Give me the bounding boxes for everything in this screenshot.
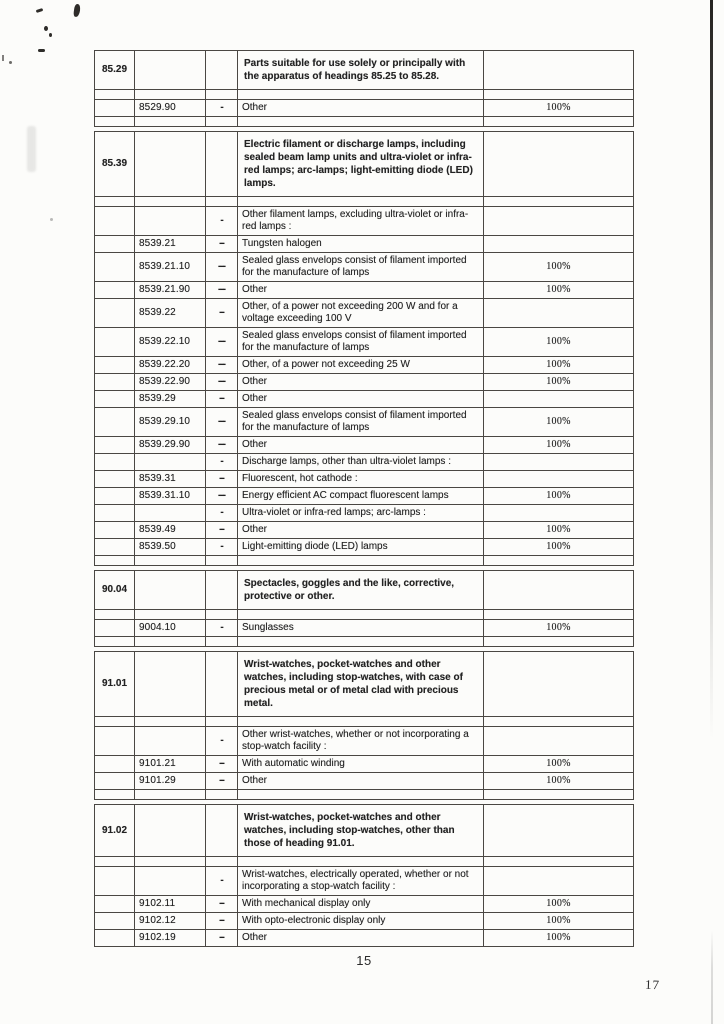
table-row bbox=[95, 236, 634, 253]
description-cell: Other bbox=[238, 374, 484, 391]
table-row bbox=[95, 454, 634, 471]
description-cell: Parts suitable for use solely or principally with the apparatus of headings 85.25 to 85.28. bbox=[238, 51, 484, 90]
duty-rate-cell bbox=[484, 207, 634, 236]
hs-code-cell: 8539.50 bbox=[135, 539, 206, 556]
duty-rate-cell: 100% bbox=[484, 539, 634, 556]
dash-indicator-cell: --- bbox=[206, 374, 238, 391]
hs-code-cell: 9101.21 bbox=[135, 756, 206, 773]
description-cell bbox=[238, 790, 484, 800]
duty-rate-cell bbox=[484, 652, 634, 717]
scan-edge-artifact-bottom bbox=[711, 930, 713, 1024]
hs-code-cell: 8539.29 bbox=[135, 391, 206, 408]
dash-indicator-cell: - bbox=[206, 100, 238, 117]
table-row bbox=[95, 374, 634, 391]
description-cell bbox=[238, 637, 484, 647]
duty-rate-cell: 100% bbox=[484, 488, 634, 505]
heading-number-cell bbox=[95, 867, 135, 896]
dash-indicator-cell bbox=[206, 197, 238, 207]
duty-rate-cell: 100% bbox=[484, 522, 634, 539]
ink-speck bbox=[73, 4, 81, 18]
ink-speck bbox=[44, 26, 48, 31]
description-cell: Sunglasses bbox=[238, 620, 484, 637]
heading-number-cell bbox=[95, 357, 135, 374]
corner-page-mark: 17 bbox=[644, 976, 661, 993]
duty-rate-cell bbox=[484, 236, 634, 253]
hs-code-cell bbox=[135, 857, 206, 867]
duty-rate-cell bbox=[484, 857, 634, 867]
separator-row bbox=[95, 637, 634, 647]
description-cell: With automatic winding bbox=[238, 756, 484, 773]
duty-rate-cell bbox=[484, 197, 634, 207]
hs-code-cell: 8539.21 bbox=[135, 236, 206, 253]
duty-rate-cell bbox=[484, 471, 634, 488]
dash-indicator-cell: -- bbox=[206, 896, 238, 913]
separator-row bbox=[95, 717, 634, 727]
duty-rate-cell: 100% bbox=[484, 913, 634, 930]
heading-number-cell bbox=[95, 454, 135, 471]
duty-rate-cell bbox=[484, 117, 634, 127]
duty-rate-cell: 100% bbox=[484, 282, 634, 299]
heading-number-cell bbox=[95, 539, 135, 556]
table-row bbox=[95, 539, 634, 556]
separator-row bbox=[95, 790, 634, 800]
description-cell: Electric filament or discharge lamps, including sealed beam lamp units and ultra-violet or infra-red lamps; arc-lamps; light-emitting diode (LED) lamps. bbox=[238, 132, 484, 197]
table-row bbox=[95, 896, 634, 913]
duty-rate-cell bbox=[484, 610, 634, 620]
heading-number-cell bbox=[95, 488, 135, 505]
dash-indicator-cell bbox=[206, 637, 238, 647]
description-cell: Other, of a power not exceeding 200 W and for a voltage exceeding 100 V bbox=[238, 299, 484, 328]
duty-rate-cell bbox=[484, 51, 634, 90]
heading-row bbox=[95, 51, 634, 90]
heading-number-cell bbox=[95, 773, 135, 790]
description-cell: Spectacles, goggles and the like, corrective, protective or other. bbox=[238, 571, 484, 610]
ink-speck bbox=[9, 61, 12, 64]
dash-indicator-cell: -- bbox=[206, 236, 238, 253]
description-cell: Fluorescent, hot cathode : bbox=[238, 471, 484, 488]
dash-indicator-cell bbox=[206, 571, 238, 610]
ink-speck bbox=[36, 8, 44, 13]
duty-rate-cell: 100% bbox=[484, 357, 634, 374]
hs-code-cell: 8529.90 bbox=[135, 100, 206, 117]
description-cell: Other bbox=[238, 522, 484, 539]
duty-rate-cell: 100% bbox=[484, 773, 634, 790]
dash-indicator-cell bbox=[206, 117, 238, 127]
table-row bbox=[95, 357, 634, 374]
heading-number-cell bbox=[95, 437, 135, 454]
ink-speck bbox=[49, 33, 52, 37]
heading-number-cell bbox=[95, 236, 135, 253]
hs-code-cell: 8539.22.90 bbox=[135, 374, 206, 391]
heading-number-cell: 85.39 bbox=[95, 132, 135, 197]
hs-code-cell bbox=[135, 132, 206, 197]
description-cell: Energy efficient AC compact fluorescent lamps bbox=[238, 488, 484, 505]
description-cell bbox=[238, 717, 484, 727]
duty-rate-cell bbox=[484, 391, 634, 408]
heading-number-cell bbox=[95, 117, 135, 127]
table-row bbox=[95, 913, 634, 930]
dash-indicator-cell bbox=[206, 652, 238, 717]
hs-code-cell bbox=[135, 610, 206, 620]
dash-indicator-cell: -- bbox=[206, 471, 238, 488]
hs-code-cell bbox=[135, 505, 206, 522]
heading-number-cell bbox=[95, 90, 135, 100]
heading-number-cell bbox=[95, 930, 135, 947]
description-cell bbox=[238, 610, 484, 620]
description-cell: Discharge lamps, other than ultra-violet lamps : bbox=[238, 454, 484, 471]
hs-code-cell bbox=[135, 197, 206, 207]
heading-number-cell bbox=[95, 717, 135, 727]
description-cell: Other, of a power not exceeding 25 W bbox=[238, 357, 484, 374]
dash-indicator-cell: --- bbox=[206, 357, 238, 374]
table-row bbox=[95, 522, 634, 539]
dash-indicator-cell: --- bbox=[206, 437, 238, 454]
heading-number-cell bbox=[95, 207, 135, 236]
hs-code-cell bbox=[135, 717, 206, 727]
hs-code-cell bbox=[135, 556, 206, 566]
heading-number-cell bbox=[95, 556, 135, 566]
dash-indicator-cell: - bbox=[206, 505, 238, 522]
dash-indicator-cell bbox=[206, 805, 238, 857]
table-row bbox=[95, 408, 634, 437]
hs-code-cell: 8539.22.10 bbox=[135, 328, 206, 357]
description-cell: Other wrist-watches, whether or not incorporating a stop-watch facility : bbox=[238, 727, 484, 756]
hs-code-cell: 8539.29.90 bbox=[135, 437, 206, 454]
heading-number-cell bbox=[95, 790, 135, 800]
dash-indicator-cell bbox=[206, 717, 238, 727]
heading-number-cell bbox=[95, 620, 135, 637]
dash-indicator-cell: - bbox=[206, 454, 238, 471]
table-row bbox=[95, 437, 634, 454]
heading-number-cell bbox=[95, 408, 135, 437]
duty-rate-cell: 100% bbox=[484, 930, 634, 947]
heading-row bbox=[95, 805, 634, 857]
heading-row bbox=[95, 652, 634, 717]
heading-number-cell bbox=[95, 505, 135, 522]
duty-rate-cell: 100% bbox=[484, 896, 634, 913]
dash-indicator-cell: -- bbox=[206, 522, 238, 539]
description-cell bbox=[238, 117, 484, 127]
heading-number-cell: 85.29 bbox=[95, 51, 135, 90]
heading-number-cell bbox=[95, 756, 135, 773]
description-cell: Other bbox=[238, 282, 484, 299]
table-row bbox=[95, 756, 634, 773]
tariff-table-section bbox=[94, 131, 634, 566]
dash-indicator-cell bbox=[206, 556, 238, 566]
heading-number-cell bbox=[95, 328, 135, 357]
hs-code-cell: 9102.11 bbox=[135, 896, 206, 913]
dash-indicator-cell bbox=[206, 90, 238, 100]
dash-indicator-cell: -- bbox=[206, 913, 238, 930]
description-cell: Ultra-violet or infra-red lamps; arc-lamps : bbox=[238, 505, 484, 522]
heading-number-cell bbox=[95, 374, 135, 391]
duty-rate-cell bbox=[484, 717, 634, 727]
hs-code-cell bbox=[135, 790, 206, 800]
dash-indicator-cell: -- bbox=[206, 391, 238, 408]
hs-code-cell: 8539.31.10 bbox=[135, 488, 206, 505]
description-cell: Light-emitting diode (LED) lamps bbox=[238, 539, 484, 556]
description-cell: Wrist-watches, pocket-watches and other watches, including stop-watches, other than those of heading 91.01. bbox=[238, 805, 484, 857]
heading-number-cell: 90.04 bbox=[95, 571, 135, 610]
hs-code-cell bbox=[135, 454, 206, 471]
heading-number-cell bbox=[95, 282, 135, 299]
hs-code-cell bbox=[135, 51, 206, 90]
table-row bbox=[95, 930, 634, 947]
hs-code-cell bbox=[135, 90, 206, 100]
hs-code-cell: 9101.29 bbox=[135, 773, 206, 790]
duty-rate-cell bbox=[484, 132, 634, 197]
duty-rate-cell bbox=[484, 805, 634, 857]
hs-code-cell bbox=[135, 727, 206, 756]
table-row bbox=[95, 773, 634, 790]
table-row bbox=[95, 253, 634, 282]
hs-code-cell bbox=[135, 652, 206, 717]
description-cell: Wrist-watches, electrically operated, whether or not incorporating a stop-watch facility : bbox=[238, 867, 484, 896]
description-cell: Sealed glass envelops consist of filament imported for the manufacture of lamps bbox=[238, 328, 484, 357]
description-cell: With opto-electronic display only bbox=[238, 913, 484, 930]
heading-number-cell: 91.02 bbox=[95, 805, 135, 857]
heading-number-cell: 91.01 bbox=[95, 652, 135, 717]
duty-rate-cell: 100% bbox=[484, 328, 634, 357]
hs-code-cell: 8539.49 bbox=[135, 522, 206, 539]
hs-code-cell: 8539.21.10 bbox=[135, 253, 206, 282]
heading-number-cell bbox=[95, 391, 135, 408]
table-row bbox=[95, 488, 634, 505]
dash-indicator-cell: -- bbox=[206, 756, 238, 773]
heading-number-cell bbox=[95, 857, 135, 867]
heading-row bbox=[95, 132, 634, 197]
separator-row bbox=[95, 197, 634, 207]
description-cell bbox=[238, 90, 484, 100]
scan-smudge bbox=[50, 218, 53, 221]
dash-indicator-cell: --- bbox=[206, 328, 238, 357]
dash-indicator-cell: -- bbox=[206, 930, 238, 947]
hs-code-cell: 9004.10 bbox=[135, 620, 206, 637]
hs-code-cell: 8539.31 bbox=[135, 471, 206, 488]
duty-rate-cell: 100% bbox=[484, 437, 634, 454]
description-cell: Wrist-watches, pocket-watches and other watches, including stop-watches, with case of precious metal or of metal clad with precious metal. bbox=[238, 652, 484, 717]
duty-rate-cell: 100% bbox=[484, 100, 634, 117]
duty-rate-cell bbox=[484, 571, 634, 610]
dash-indicator-cell: - bbox=[206, 867, 238, 896]
table-row bbox=[95, 867, 634, 896]
dash-indicator-cell: - bbox=[206, 539, 238, 556]
tariff-table bbox=[94, 50, 634, 968]
hs-code-cell: 8539.21.90 bbox=[135, 282, 206, 299]
dash-indicator-cell bbox=[206, 51, 238, 90]
heading-number-cell bbox=[95, 637, 135, 647]
dash-indicator-cell: --- bbox=[206, 408, 238, 437]
table-row bbox=[95, 391, 634, 408]
heading-number-cell bbox=[95, 610, 135, 620]
hs-code-cell bbox=[135, 117, 206, 127]
separator-row bbox=[95, 610, 634, 620]
duty-rate-cell bbox=[484, 90, 634, 100]
description-cell bbox=[238, 197, 484, 207]
duty-rate-cell: 100% bbox=[484, 374, 634, 391]
description-cell: Other bbox=[238, 437, 484, 454]
description-cell: Tungsten halogen bbox=[238, 236, 484, 253]
separator-row bbox=[95, 556, 634, 566]
table-row bbox=[95, 471, 634, 488]
heading-number-cell bbox=[95, 253, 135, 282]
tariff-table-section bbox=[94, 570, 634, 647]
duty-rate-cell bbox=[484, 637, 634, 647]
duty-rate-cell bbox=[484, 727, 634, 756]
heading-number-cell bbox=[95, 299, 135, 328]
hs-code-cell: 8539.22 bbox=[135, 299, 206, 328]
dash-indicator-cell: -- bbox=[206, 299, 238, 328]
dash-indicator-cell bbox=[206, 610, 238, 620]
table-row bbox=[95, 100, 634, 117]
table-row bbox=[95, 282, 634, 299]
dash-indicator-cell: -- bbox=[206, 773, 238, 790]
heading-number-cell bbox=[95, 522, 135, 539]
scan-smudge bbox=[27, 126, 36, 172]
heading-number-cell bbox=[95, 913, 135, 930]
dash-indicator-cell bbox=[206, 790, 238, 800]
heading-number-cell bbox=[95, 100, 135, 117]
hs-code-cell bbox=[135, 867, 206, 896]
hs-code-cell bbox=[135, 637, 206, 647]
duty-rate-cell bbox=[484, 556, 634, 566]
description-cell: With mechanical display only bbox=[238, 896, 484, 913]
dash-indicator-cell: --- bbox=[206, 282, 238, 299]
dash-indicator-cell: --- bbox=[206, 253, 238, 282]
duty-rate-cell bbox=[484, 790, 634, 800]
heading-row bbox=[95, 571, 634, 610]
table-row bbox=[95, 299, 634, 328]
table-row bbox=[95, 207, 634, 236]
table-row bbox=[95, 328, 634, 357]
description-cell: Sealed glass envelops consist of filament imported for the manufacture of lamps bbox=[238, 408, 484, 437]
description-cell bbox=[238, 857, 484, 867]
hs-code-cell bbox=[135, 571, 206, 610]
hs-code-cell: 9102.12 bbox=[135, 913, 206, 930]
duty-rate-cell: 100% bbox=[484, 408, 634, 437]
separator-row bbox=[95, 857, 634, 867]
heading-number-cell bbox=[95, 896, 135, 913]
table-row bbox=[95, 727, 634, 756]
table-row bbox=[95, 505, 634, 522]
description-cell: Other filament lamps, excluding ultra-violet or infra-red lamps : bbox=[238, 207, 484, 236]
duty-rate-cell bbox=[484, 454, 634, 471]
tariff-table-section bbox=[94, 50, 634, 127]
duty-rate-cell bbox=[484, 505, 634, 522]
heading-number-cell bbox=[95, 197, 135, 207]
hs-code-cell: 8539.29.10 bbox=[135, 408, 206, 437]
duty-rate-cell bbox=[484, 867, 634, 896]
ink-speck bbox=[2, 55, 4, 61]
scan-edge-artifact bbox=[710, 0, 713, 740]
description-cell bbox=[238, 556, 484, 566]
hs-code-cell bbox=[135, 805, 206, 857]
hs-code-cell: 8539.22.20 bbox=[135, 357, 206, 374]
dash-indicator-cell: - bbox=[206, 727, 238, 756]
dash-indicator-cell bbox=[206, 857, 238, 867]
dash-indicator-cell: - bbox=[206, 620, 238, 637]
tariff-table-section bbox=[94, 804, 634, 947]
tariff-table-section bbox=[94, 651, 634, 800]
heading-number-cell bbox=[95, 727, 135, 756]
description-cell: Other bbox=[238, 930, 484, 947]
duty-rate-cell bbox=[484, 299, 634, 328]
ink-speck bbox=[38, 49, 45, 52]
duty-rate-cell: 100% bbox=[484, 253, 634, 282]
table-row bbox=[95, 620, 634, 637]
description-cell: Other bbox=[238, 100, 484, 117]
dash-indicator-cell: - bbox=[206, 207, 238, 236]
description-cell: Other bbox=[238, 773, 484, 790]
duty-rate-cell: 100% bbox=[484, 756, 634, 773]
dash-indicator-cell: --- bbox=[206, 488, 238, 505]
hs-code-cell bbox=[135, 207, 206, 236]
heading-number-cell bbox=[95, 471, 135, 488]
page-number: 15 bbox=[356, 953, 372, 968]
hs-code-cell: 9102.19 bbox=[135, 930, 206, 947]
separator-row bbox=[95, 90, 634, 100]
description-cell: Other bbox=[238, 391, 484, 408]
description-cell: Sealed glass envelops consist of filament imported for the manufacture of lamps bbox=[238, 253, 484, 282]
dash-indicator-cell bbox=[206, 132, 238, 197]
duty-rate-cell: 100% bbox=[484, 620, 634, 637]
separator-row bbox=[95, 117, 634, 127]
